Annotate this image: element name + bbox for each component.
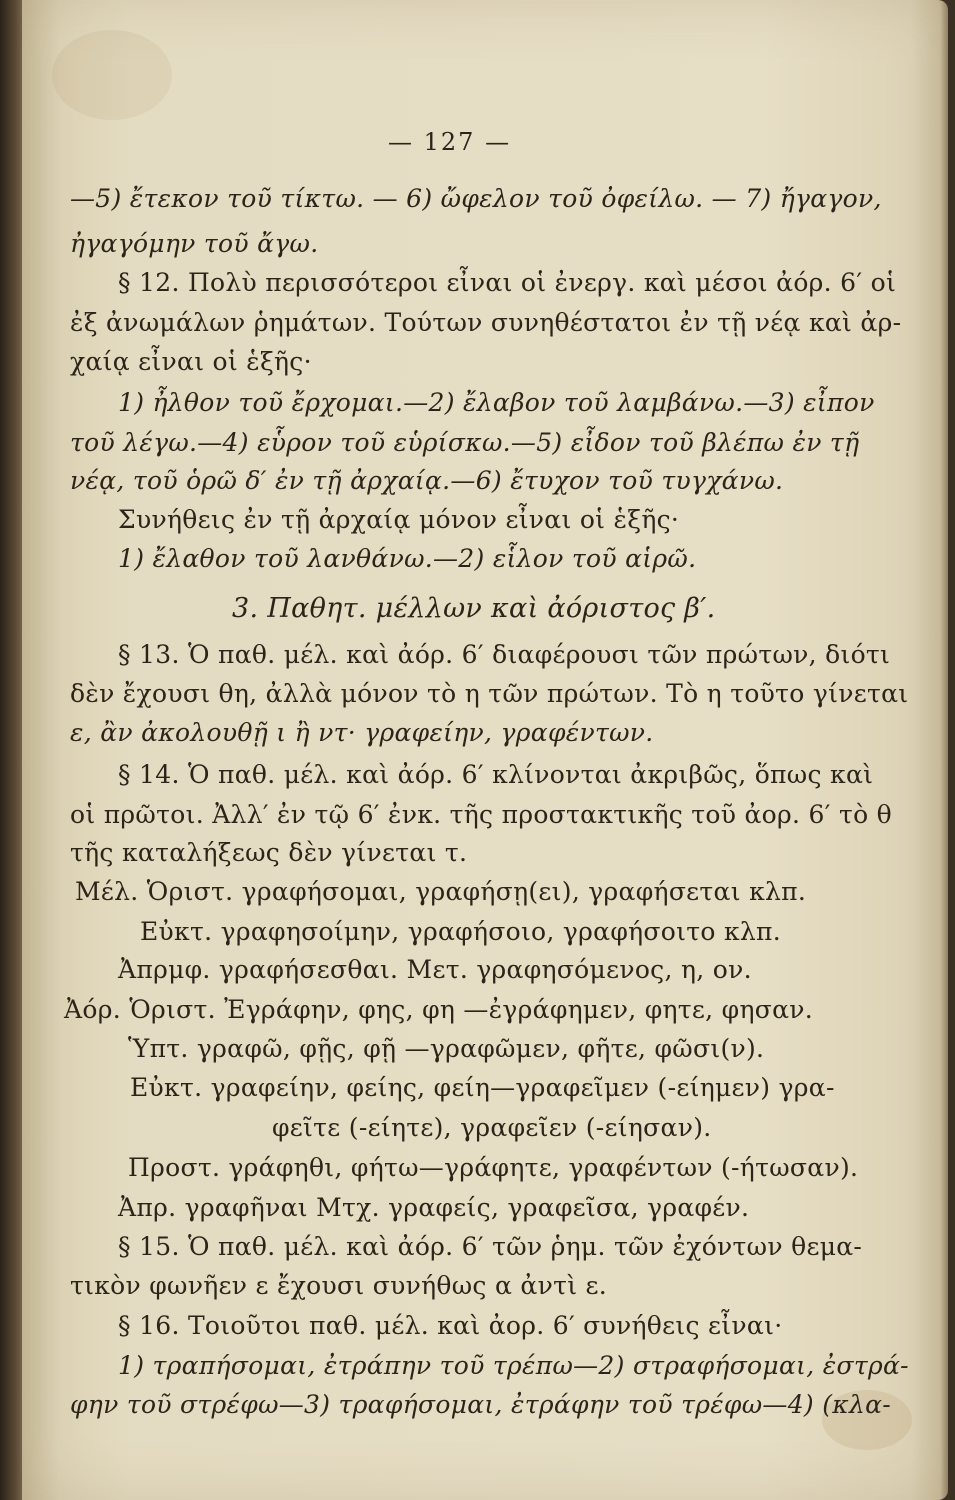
text-line: § 16. Τοιοῦτοι παθ. μέλ. καὶ ἀορ. 6′ συνήθεις εἶναι·	[118, 1311, 783, 1340]
text-line: § 14. Ὁ παθ. μέλ. καὶ ἀόρ. 6′ κλίνονται ἀκριβῶς, ὅπως καὶ	[118, 760, 874, 789]
text-line: νέᾳ, τοῦ ὁρῶ δ′ ἐν τῇ ἀρχαίᾳ.—6) ἔτυχον τοῦ τυγχάνω.	[70, 466, 784, 495]
conjugation-line: Εὐκτ. γραφησοίμην, γραφήσοιο, γραφήσοιτο κλπ.	[140, 917, 782, 946]
text-line: § 15. Ὁ παθ. μέλ. καὶ ἀόρ. 6′ τῶν ῥημ. τῶν ἐχόντων θεμα-	[118, 1232, 863, 1261]
conjugation-line: Ὑπτ. γραφῶ, φῇς, φῇ —γραφῶμεν, φῆτε, φῶσι(ν).	[128, 1034, 765, 1063]
text-line: τικὸν φωνῆεν ε ἔχουσι συνήθως α ἀντὶ ε.	[70, 1271, 608, 1300]
text-line: Συνήθεις ἐν τῇ ἀρχαίᾳ μόνον εἶναι οἱ ἑξῆς·	[118, 505, 680, 534]
conjugation-line: Ἀόρ. Ὁριστ. Ἐγράφην, φης, φη —ἐγράφημεν, φητε, φησαν.	[64, 995, 814, 1024]
text-line: § 12. Πολὺ περισσότεροι εἶναι οἱ ἐνεργ. καὶ μέσοι ἀόρ. 6′ οἱ	[118, 268, 897, 297]
page-number: — 127 —	[388, 128, 512, 156]
text-line: ε, ἂν ἀκολουθῇ ι ἢ ντ· γραφείην, γραφέντων.	[70, 718, 654, 747]
text-line: § 13. Ὁ παθ. μέλ. καὶ ἀόρ. 6′ διαφέρουσι τῶν πρώτων, διότι	[118, 640, 891, 669]
page-edge	[940, 0, 948, 1500]
text-line: 1) τραπήσομαι, ἐτράπην τοῦ τρέπω—2) στραφήσομαι, ἐστρά-	[118, 1351, 909, 1380]
text-line: χαίᾳ εἶναι οἱ ἑξῆς·	[70, 347, 312, 376]
conjugation-line: Ἀπρμφ. γραφήσεσθαι. Μετ. γραφησόμενος, η, ον.	[118, 955, 752, 984]
conjugation-line: Ἀπρ. γραφῆναι Μτχ. γραφείς, γραφεῖσα, γραφέν.	[118, 1193, 750, 1222]
section-heading: 3. Παθητ. μέλλων καὶ ἀόριστος β′.	[232, 593, 716, 624]
text-line: ἠγαγόμην τοῦ ἄγω.	[70, 229, 319, 258]
text-line: —5) ἔτεκον τοῦ τίκτω. — 6) ὤφελον τοῦ ὀφείλω. — 7) ἤγαγον,	[70, 184, 882, 213]
text-line: τῆς καταλήξεως δὲν γίνεται τ.	[70, 838, 468, 867]
text-line: τοῦ λέγω.—4) εὗρον τοῦ εὑρίσκω.—5) εἶδον τοῦ βλέπω ἐν τῇ	[70, 428, 860, 457]
text-line: ἐξ ἀνωμάλων ῥημάτων. Τούτων συνηθέστατοι ἐν τῇ νέᾳ καὶ ἀρ-	[70, 308, 902, 337]
text-line: δὲν ἔχουσι θη, ἀλλὰ μόνον τὸ η τῶν πρώτων. Τὸ η τοῦτο γίνεται	[70, 679, 909, 708]
text-line: 1) ἔλαθον τοῦ λανθάνω.—2) εἷλον τοῦ αἱρῶ.	[118, 544, 697, 573]
conjugation-line: φεῖτε (-είητε), γραφεῖεν (-είησαν).	[272, 1113, 712, 1142]
paper-stain	[52, 30, 172, 120]
conjugation-line: Εὐκτ. γραφείην, φείης, φείη—γραφεῖμεν (-είημεν) γρα-	[130, 1073, 835, 1102]
text-line: φην τοῦ στρέφω—3) τραφήσομαι, ἐτράφην τοῦ τρέφω—4) (κλα-	[70, 1390, 892, 1419]
text-line: 1) ἦλθον τοῦ ἔρχομαι.—2) ἔλαβον τοῦ λαμβάνω.—3) εἶπον	[118, 388, 875, 417]
conjugation-line: Μέλ. Ὁριστ. γραφήσομαι, γραφήσῃ(ει), γραφήσεται κλπ.	[75, 877, 807, 906]
conjugation-line: Προστ. γράφηθι, φήτω—γράφητε, γραφέντων (-ήτωσαν).	[128, 1153, 859, 1182]
text-line: οἱ πρῶτοι. Ἀλλ′ ἐν τῷ 6′ ἐνκ. τῆς προστακτικῆς τοῦ ἀορ. 6′ τὸ θ	[70, 800, 893, 829]
